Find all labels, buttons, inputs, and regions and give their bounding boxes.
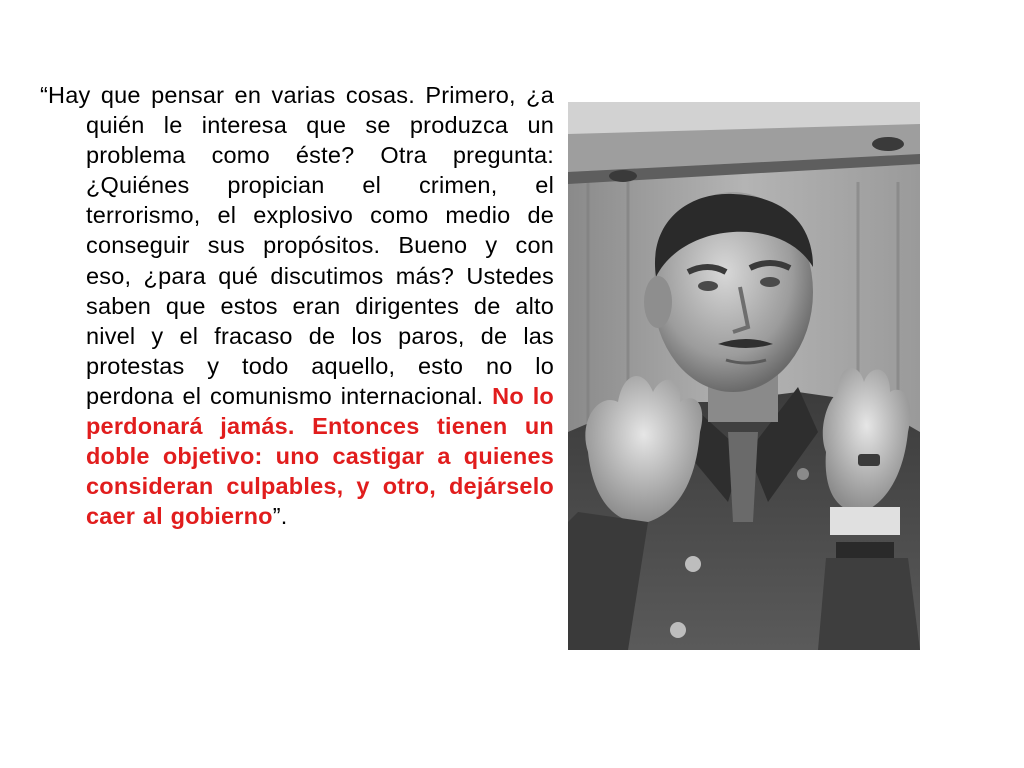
quote-close-mark: ”. xyxy=(272,503,288,530)
quote-open-mark: “ xyxy=(40,82,49,108)
portrait-photo xyxy=(568,102,920,650)
quote-text xyxy=(40,80,554,531)
quote-regular-text: Hay que pensar en varias cosas. Primero, ¿a quién le interesa que se produzca un problema como éste? Otra pregunta: ¿Quiénes propician el crimen, el terrorismo, el explosivo como medio de conseguir sus propósitos. Bueno y con eso, ¿para qué discutimos más? Ustedes saben que estos eran dirigentes de alto nivel y el fracaso de los paros, de las protestas y todo aquello, esto no lo perdona el comunismo internacional. xyxy=(48,82,554,409)
portrait-photo-icon xyxy=(568,102,920,650)
quote-emphasis-text: No lo perdonará jamás. Entonces tienen un doble objetivo: uno castigar a quienes consideran culpables, y otro, dejárselo caer al gobierno xyxy=(86,382,554,530)
